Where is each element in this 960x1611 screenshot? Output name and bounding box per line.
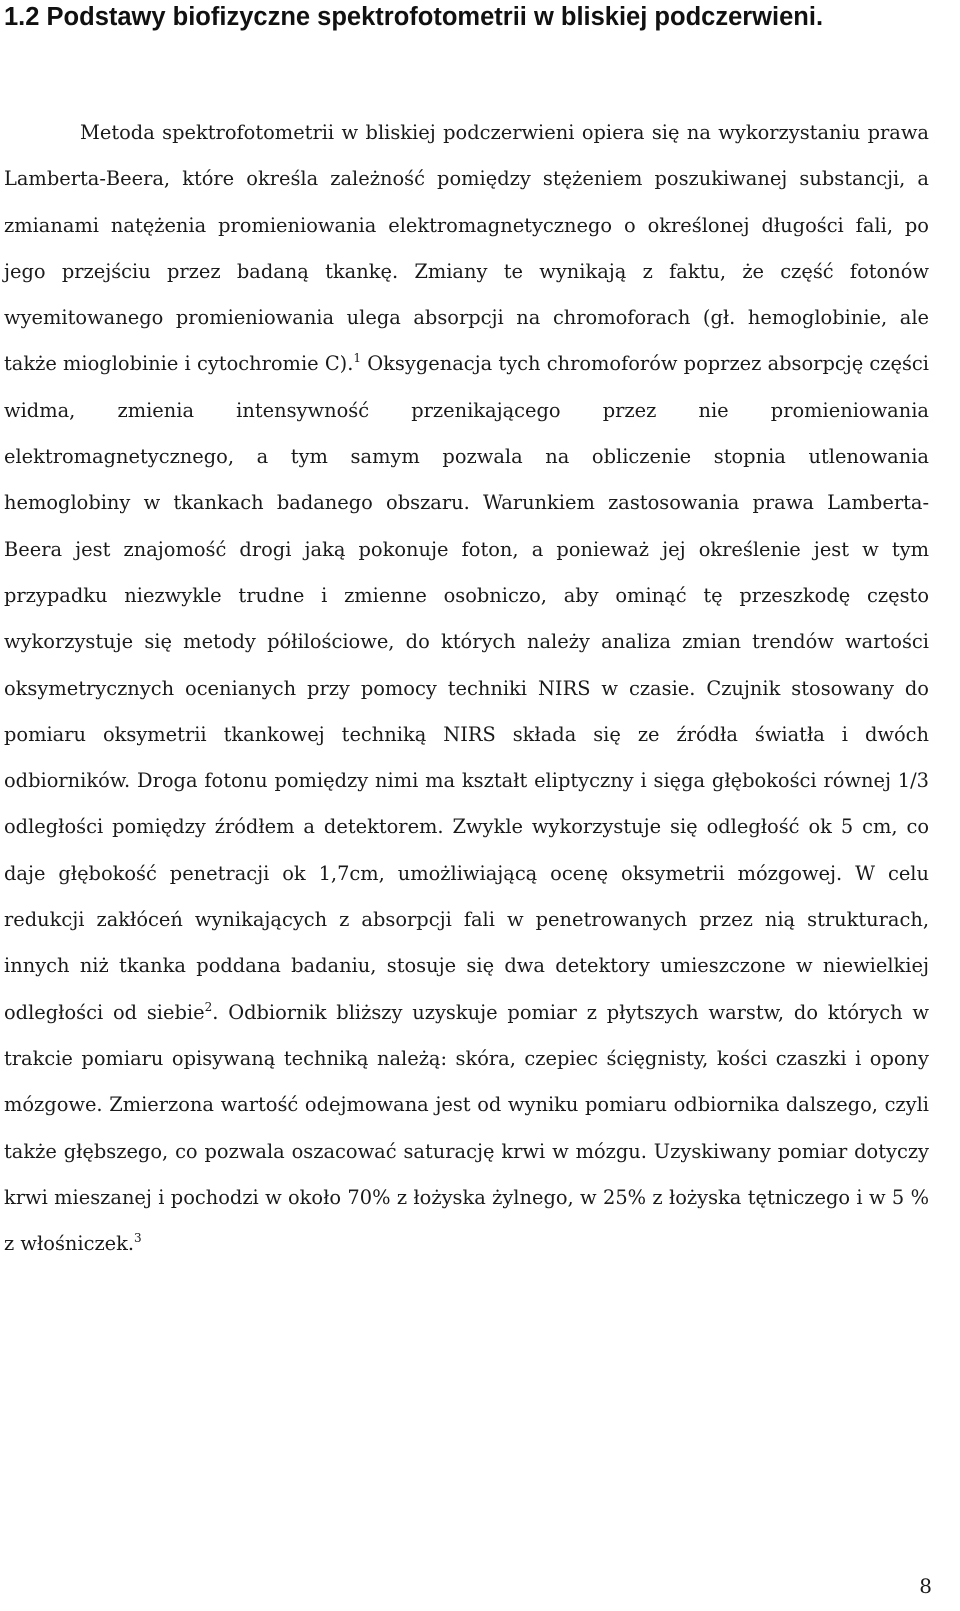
section-heading: 1.2 Podstawy biofizyczne spektrofotometrii w bliskiej podczerwieni. [4,3,824,31]
paragraph-text-part-1: Metoda spektrofotometrii w bliskiej podczerwieni opiera się na wykorzystaniu prawa Lamberta-Beera, które określa zależność pomiędzy stężeniem poszukiwanej substancji, a zmianami natężenia promieniowania elektromagnetycznego o określonej długości fali, po jego przejściu przez badaną tkankę. Zmiany te wynikają z faktu, że część fotonów wyemitowanego promieniowania ulega absorpcji na chromoforach (gł. hemoglobinie, ale także mioglobinie i cytochromie C). [4,121,929,376]
paragraph-text-part-3: . Odbiornik bliższy uzyskuje pomiar z płytszych warstw, do których w trakcie pomiaru opisywaną techniką należą: skóra, czepiec ścięgnisty, kości czaszki i opony mózgowe. Zmierzona wartość odejmowana jest od wyniku pomiaru odbiornika dalszego, czyli także głębszego, co pozwala oszacować saturację krwi w mózgu. Uzyskiwany pomiar dotyczy krwi mieszanej i pochodzi w około 70% z łożyska żylnego, w 25% z łożyska tętniczego i w 5 % z włośniczek. [4,1000,929,1256]
body-paragraph [4,110,929,1267]
paragraph-text-part-2: Oksygenacja tych chromoforów poprzez absorpcję części widma, zmienia intensywność przenikającego przez nie promieniowania elektromagnetycznego, a tym samym pozwala na obliczenie stopnia utlenowania hemoglobiny w tkankach badanego obszaru. Warunkiem zastosowania prawa Lamberta-Beera jest znajomość drogi jaką pokonuje foton, a ponieważ jej określenie jest w tym przypadku niezwykle trudne i zmienne osobniczo, aby ominąć tę przeszkodę często wykorzystuje się metody półilościowe, do których należy analiza zmian trendów wartości oksymetrycznych ocenianych przy pomocy techniki NIRS w czasie. Czujnik stosowany do pomiaru oksymetrii tkankowej techniką NIRS składa się ze źródła światła i dwóch odbiorników. Droga fotonu pomiędzy nimi ma kształt eliptyczny i sięga głębokości równej 1/3 odległości pomiędzy źródłem a detektorem. Zwykle wykorzystuje się odległość ok 5 cm, co daje głębokość penetracji ok 1,7cm, umożliwiającą ocenę oksymetrii mózgowej. W celu redukcji zakłóceń wynikających z absorpcji fali w penetrowanych przez nią strukturach, innych niż tkanka poddana badaniu, stosuje się dwa detektory umieszczone w niewielkiej odległości od siebie [4,352,929,1024]
footnote-ref-2: 2 [204,999,213,1014]
footnote-ref-1: 1 [353,351,362,366]
footnote-ref-3: 3 [134,1231,142,1246]
page-number: 8 [919,1574,932,1598]
